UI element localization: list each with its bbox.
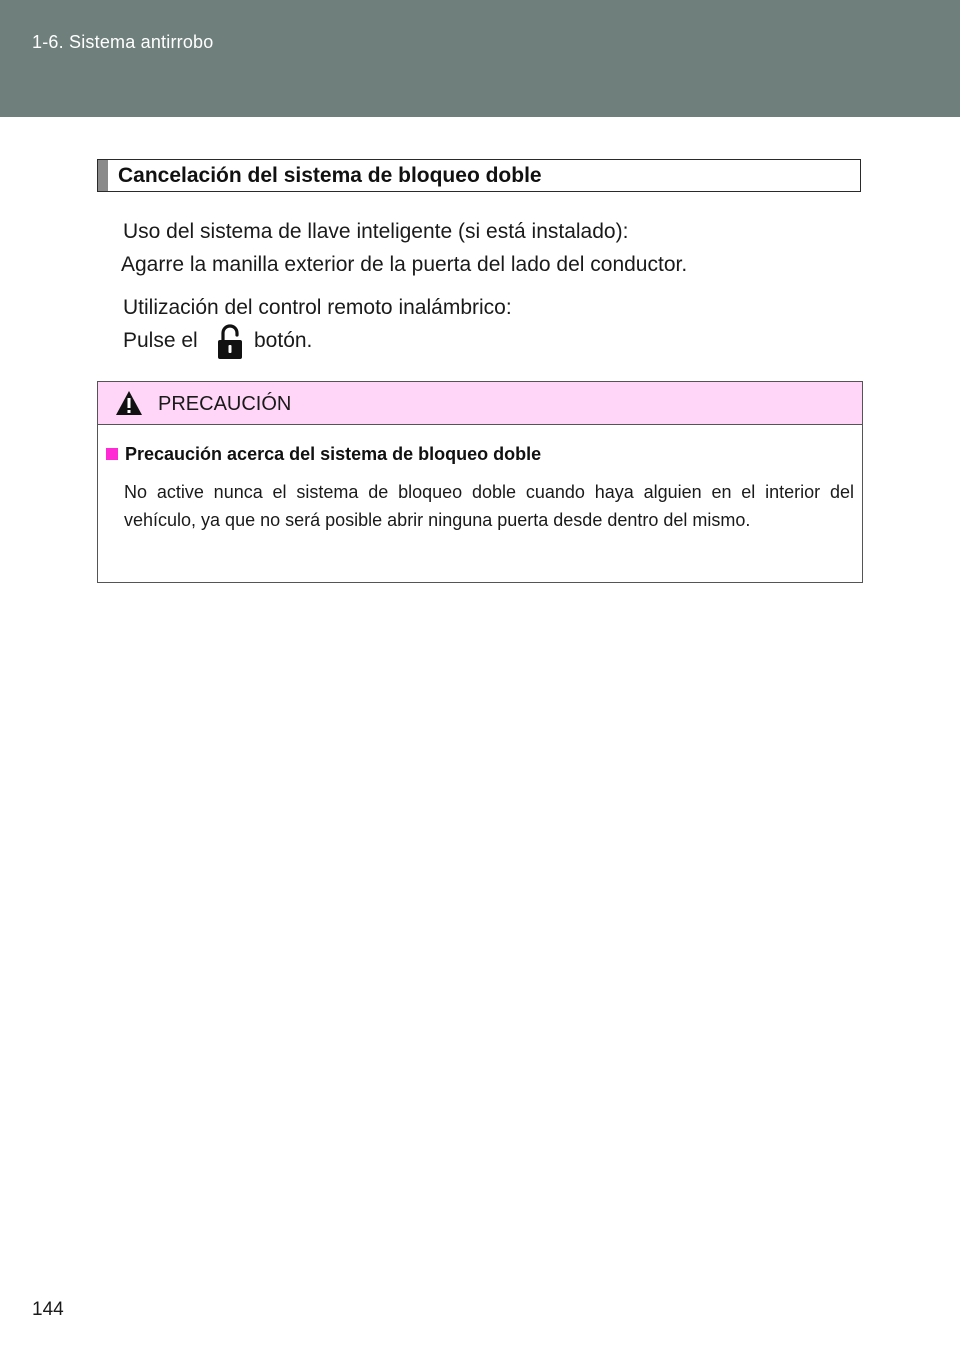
- warning-triangle-icon: [115, 390, 143, 416]
- caution-box: [97, 381, 863, 583]
- heading-title: Cancelación del sistema de bloqueo doble: [118, 164, 542, 187]
- body-line-remote: Utilización del control remoto inalámbrico:: [123, 296, 512, 319]
- page-number: 144: [32, 1299, 64, 1320]
- section-label: 1-6. Sistema antirrobo: [32, 32, 214, 52]
- unlock-icon: [214, 323, 246, 361]
- caution-title: PRECAUCIÓN: [158, 393, 292, 415]
- bullet-marker: [106, 448, 118, 460]
- header-band: [0, 0, 960, 117]
- heading-marker: [98, 160, 108, 191]
- body-line-press-after: botón.: [254, 329, 313, 352]
- body-line-smart-key: Uso del sistema de llave inteligente (si está instalado):: [123, 220, 629, 243]
- caution-bullet-title: Precaución acerca del sistema de bloqueo doble: [125, 444, 542, 464]
- section-heading: [97, 159, 861, 192]
- caution-text: No active nunca el sistema de bloqueo doble cuando haya alguien en el interior del vehículo, ya que no será posible abrir ninguna puerta desde dentro del mismo.: [124, 482, 854, 530]
- caution-header: [98, 382, 862, 425]
- body-line-press-before: Pulse el: [123, 329, 198, 352]
- body-line-grab-handle: Agarre la manilla exterior de la puerta del lado del conductor.: [121, 253, 688, 276]
